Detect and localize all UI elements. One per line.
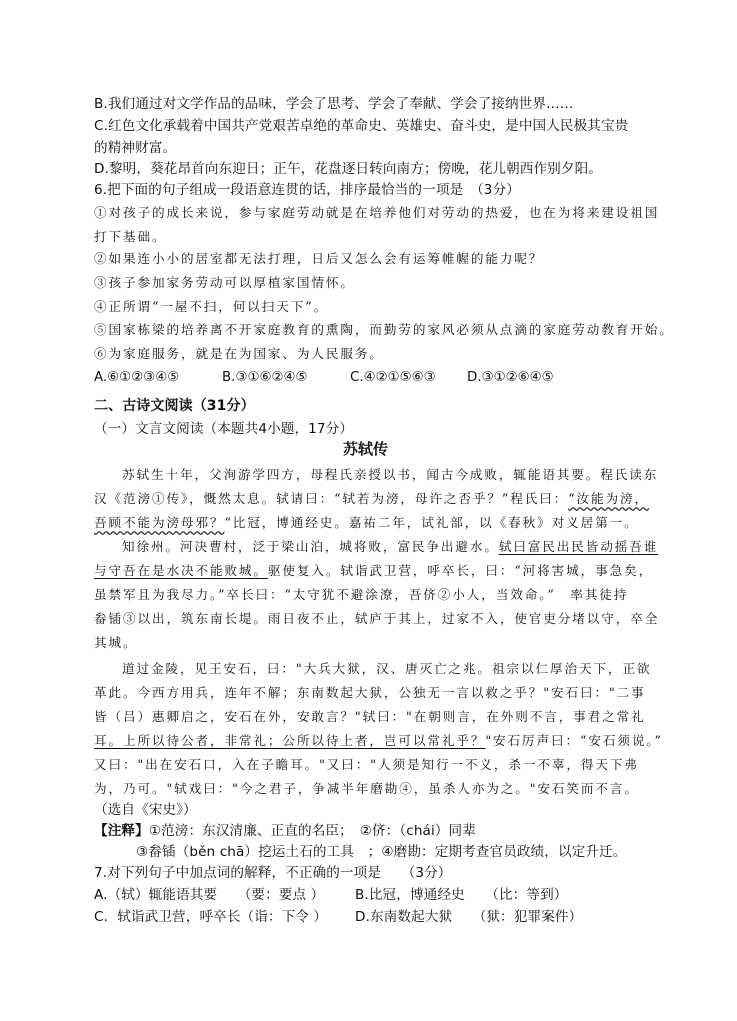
option-c-line: C.红色文化承载着中国共产党艰苦卓绝的革命史、英雄史、奋斗史，是中国人民极其宝贵: [94, 118, 629, 134]
option-b-line: B.我们通过对文学作品的品味，学会了思考、学会了奉献、学会了接纳世界……: [94, 96, 574, 112]
underline-phrase: 轼曰富民出民皆动摇吾谁: [498, 539, 659, 554]
paragraph-3-line-5: 又曰："出在安石口，入在子瞻耳。"又曰："人须是知行一不义，杀一不辜，得天下弗: [94, 757, 639, 772]
source-citation: （选自《宋史》）: [94, 802, 197, 818]
section-2-heading: 二、古诗文阅读（31分）: [94, 398, 255, 414]
sentence-4: ④正所谓“一屋不扫，何以扫天下”。: [94, 299, 329, 314]
paragraph-3-line-2: 革此。今西方用兵，连年不解；东南数起大狱，公独无一言以救之乎？"安石曰："二事: [94, 685, 646, 700]
option-c-continued: 的精神财富。: [94, 140, 177, 156]
wavy-underline-phrase: 吾顾不能为滂母邪？: [94, 515, 225, 530]
option-c: C.④②①⑤⑥③: [350, 370, 436, 385]
paragraph-2-line-4: 畚锸③以出，筑东南长堤。雨日夜不止，轼庐于其上，过家不入，使官吏分堵以守，卒全: [94, 611, 660, 626]
sentence-1: ①对孩子的成长来说，参与家庭劳动就是在培养他们对劳动的热爱，也在为将来建设祖国: [94, 205, 660, 220]
option-d: D.东南数起大狱 （狱：犯罪案件）: [355, 909, 583, 925]
paragraph-3-line-1: 道过金陵，见王安石，曰："大兵大狱，汉、唐灭亡之兆。祖宗以仁厚治天下，正欲: [122, 661, 652, 676]
underline-phrase: 与守吾在是水决不能败城。: [94, 563, 268, 578]
question-7-options-ab: [94, 883, 567, 903]
option-a: A.⑥①②③④⑤: [94, 370, 180, 385]
paragraph-1-line-1: 苏轼生十年，父洵游学四方，母程氏亲授以书，闻古今成败，辄能语其要。程氏读东: [122, 467, 659, 482]
question-7-options-cd: [94, 905, 582, 925]
paragraph-2-line-5: 其城。: [94, 635, 138, 650]
passage-title: 苏轼传: [343, 440, 389, 458]
paragraph-1-line-2: 汉《范滂①传》，慨然太息。轼请曰：“轼若为滂，母许之否乎？”程氏曰：“汝能为滂，: [94, 491, 649, 506]
sentence-2: ②如果连小小的居室都无法打理，日后又怎么会有运筹帷幄的能力呢？: [94, 251, 544, 266]
paragraph-3-line-6: 为，乃可。"轼戏曰："今之君子，争减半年磨勘④，虽杀人亦为之。"安石笑而不言。: [94, 781, 639, 796]
sentence-5: ⑤国家栋梁的培养离不开家庭教育的熏陶，而勤劳的家风必须从点滴的家庭劳动教育开始。: [94, 322, 674, 337]
paragraph-2-line-2: 与守吾在是水决不能败城。驱使复入。轼诣武卫营，呼卒长，曰：“河将害城，事急矣，: [94, 563, 654, 578]
option-a: A.（轼）辄能语其要 （要：要点 ）: [94, 887, 325, 903]
note-line-1: 【注释】①范滂：东汉清廉、正直的名臣； ②侪：（chái）同辈: [94, 823, 476, 839]
note-label: 【注释】: [94, 823, 149, 839]
option-c: C．轼诣武卫营，呼卒长（诣：下令 ）: [94, 909, 328, 925]
option-d-line: D.黎明，葵花昂首向东迎日；正午，花盘逐日转向南方；傍晚，花儿朝西作别夕阳。: [94, 161, 602, 177]
paragraph-3-line-4: 耳。上所以待公者，非常礼；公所以待上者，岂可以常礼乎？"安石厉声曰：“安石须说。”: [94, 733, 663, 748]
question-6: 6.把下面的句子组成一段语意连贯的话，排序最恰当的一项是 （3分）: [94, 182, 520, 198]
paragraph-2-line-1: 知徐州。河决曹村，泛于梁山泊，城将败，富民争出避水。轼曰富民出民皆动摇吾谁: [122, 539, 659, 554]
paragraph-3-line-3: 皆（吕）惠卿启之，安石在外，安敢言？"轼曰："在朝则言，在外则不言，事君之常礼: [94, 709, 646, 724]
question-6-options: [94, 370, 554, 385]
sentence-1-continued: 打下基础。: [94, 229, 167, 244]
question-7: 7.对下列句子中加点词的解释，不正确的一项是 （3分）: [94, 865, 452, 881]
sentence-3: ③孩子参加家务劳动可以厚植家国情怀。: [94, 275, 355, 290]
note-line-2: ③畚锸（běn chā）挖运土石的工具 ；④磨勘：定期考查官员政绩，以定升迁。: [136, 844, 627, 860]
option-b: B.③①⑥②④⑤: [222, 370, 308, 385]
subsection-heading: （一）文言文阅读（本题共4小题，17分）: [94, 421, 354, 437]
underline-phrase: 耳。上所以待公者，非常礼；公所以待上者，岂可以常礼乎？: [94, 733, 486, 748]
sentence-6: ⑥为家庭服务，就是在为国家、为人民服务。: [94, 346, 384, 361]
paragraph-1-line-3: 吾顾不能为滂母邪？”比冠，博通经史。嘉祐二年，试礼部，以《春秋》对义居第一。: [94, 515, 639, 530]
option-d: D.③①②⑥④⑤: [467, 370, 554, 385]
paragraph-2-line-3: 虽禁军且为我尽力。”卒长曰：“太守犹不避涂潦，吾侪②小人，当效命。” 率其徒持: [94, 587, 629, 602]
option-b: B.比冠，博通经史 （比：等到）: [355, 887, 568, 903]
wavy-underline-phrase: “汝能为滂，: [568, 491, 649, 506]
